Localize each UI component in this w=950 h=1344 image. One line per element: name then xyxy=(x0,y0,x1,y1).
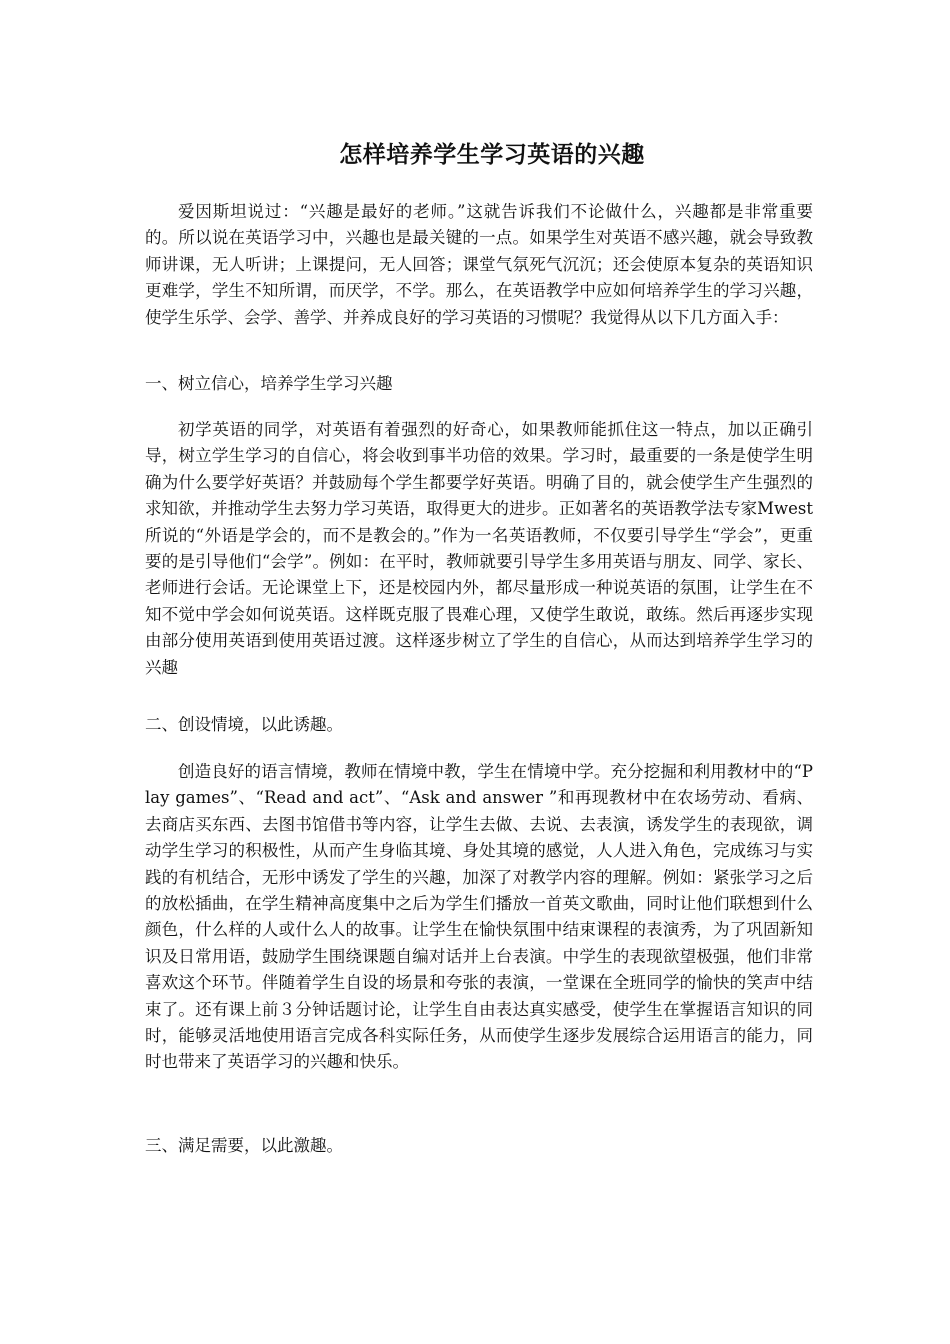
section-body-1: 初学英语的同学，对英语有着强烈的好奇心，如果教师能抓住这一特点，加以正确引导，树立学生学习的自信心，将会收到事半功倍的效果。学习时，最重要的一条是使学生明确为什么要学好英语？并鼓励每个学生都要学好英语。明确了目的，就会使学生产生强烈的求知欲，并推动学生去努力学习英语，取得更大的进步。正如著名的英语教学法专家Mwest所说的“外语是学会的，而不是教会的。”作为一名英语教师，不仅要引导学生“学会”，更重要的是引导他们“会学”。例如：在平时，教师就要引导学生多用英语与朋友、同学、家长、老师进行会话。无论课堂上下，还是校园内外，都尽量形成一种说英语的氛围，让学生在不知不觉中学会如何说英语。这样既克服了畏难心理，又使学生敢说，敢练。然后再逐步实现由部分使用英语到使用英语过渡。这样逐步树立了学生的自信心，从而达到培养学生学习的兴趣 xyxy=(145,420,813,677)
intro-paragraph: 爱因斯坦说过：“兴趣是最好的老师。”这就告诉我们不论做什么，兴趣都是非常重要的。所以说在英语学习中，兴趣也是最关键的一点。如果学生对英语不感兴趣，就会导致教师讲课，无人听讲；上课提问，无人回答；课堂气氛死气沉沉；还会使原本复杂的英语知识更难学，学生不知所谓，而厌学，不学。那么，在英语教学中应如何培养学生的学习兴趣，使学生乐学、会学、善学、并养成良好的学习英语的习惯呢？我觉得从以下几方面入手： xyxy=(145,202,813,327)
section-heading-2: 二、创设情境，以此诱趣。 xyxy=(145,715,343,734)
section-heading-3: 三、满足需要，以此激趣。 xyxy=(145,1136,343,1155)
section-heading-1: 一、树立信心，培养学生学习兴趣 xyxy=(145,374,393,393)
section-body-2: 创造良好的语言情境，教师在情境中教，学生在情境中学。充分挖掘和利用教材中的“Play games”、“Read and act”、“Ask and answer ”和再现教材中在农场劳动、看病、去商店买东西、去图书馆借书等内容，让学生去做、去说、去表演，诱发学生的表现欲，调动学生学习的积极性，从而产生身临其境、身处其境的感觉，人人进入角色，完成练习与实践的有机结合，无形中诱发了学生的兴趣，加深了对教学内容的理解。例如：紧张学习之后的放松插曲，在学生精神高度集中之后为学生们播放一首英文歌曲，同时让他们联想到什么颜色，什么样的人或什么人的故事。让学生在愉快氛围中结束课程的表演秀，为了巩固新知识及日常用语，鼓励学生围绕课题自编对话并上台表演。中学生的表现欲望极强，他们非常喜欢这个环节。伴随着学生自设的场景和夸张的表演，一堂课在全班同学的愉快的笑声中结束了。还有课上前３分钟话题讨论，让学生自由表达真实感受，使学生在掌握语言知识的同时，能够灵活地使用语言完成各科实际任务，从而使学生逐步发展综合运用语言的能力，同时也带来了英语学习的兴趣和快乐。 xyxy=(145,762,813,1072)
document-title: 怎样培养学生学习英语的兴趣 xyxy=(339,141,645,168)
